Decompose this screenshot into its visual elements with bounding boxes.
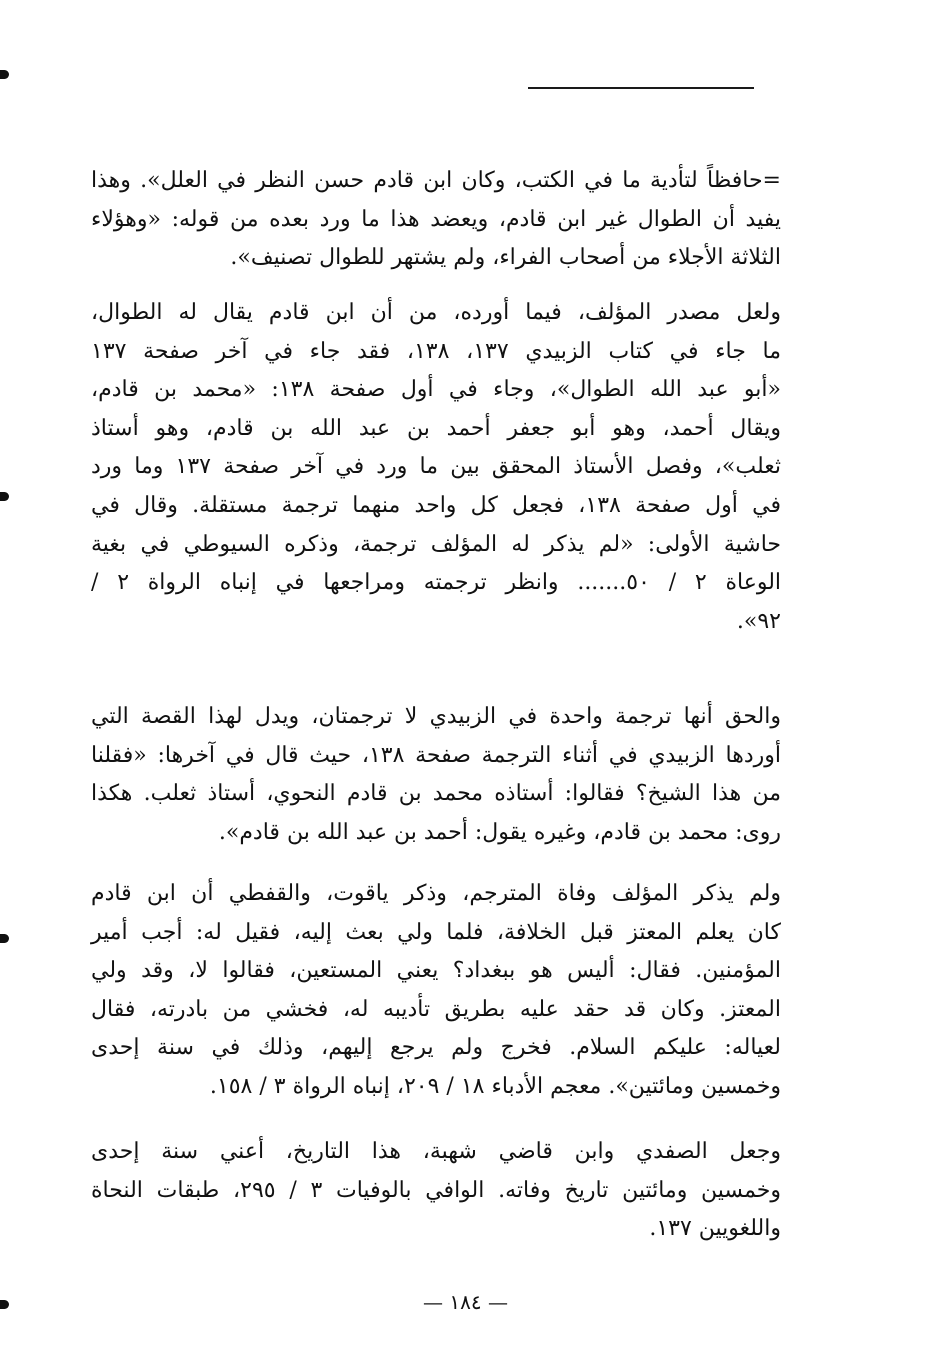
text-line: ٩٢». [736, 608, 781, 634]
paragraph [91, 698, 781, 852]
text-line: لعياله: عليكم السلام. فخرج ولم يرجع إليهم، وذلك في سنة إحدى [91, 1035, 781, 1061]
text-line: من هذا الشيخ؟ فقالوا: أستاذه محمد بن قادم النحوي، أستاذ ثعلب. هكذا [91, 781, 781, 807]
text-line: المعتز. وكان قد حقد عليه بطريق تأديبه له، فخشي من بادرته، فقال [91, 996, 781, 1022]
text-line: ولعل مصدر المؤلف، فيما أورده، من أن ابن قادم يقال له الطوال، [91, 300, 781, 325]
text-line: في أول صفحة ١٣٨، فجعل كل واحد منهما ترجمة مستقلة. وقال في [91, 492, 781, 518]
footnote-separator-rule [528, 87, 754, 89]
margin-mark [0, 70, 9, 79]
text-line: ثعلب»، وفصل الأستاذ المحقق بين ما ورد في آخر صفحة ١٣٧ وما ورد [91, 454, 781, 480]
text-line: والحق أنها ترجمة واحدة في الزبيدي لا ترجمتان، ويدل لهذا القصة التي [91, 704, 781, 729]
footnote-continuation [91, 162, 781, 278]
paragraph [91, 1133, 781, 1249]
text-line: الوعاة ٢ / ٥٠....... وانظر ترجمته ومراجعها في إنباه الرواة ٢ / [91, 570, 782, 596]
text-line: روى: محمد بن قادم، وغيره يقول: أحمد بن عبد الله بن قادم». [218, 819, 781, 845]
text-line: ولم يذكر المؤلف وفاة المترجم، وذكر ياقوت، والقفطي أن ابن قادم [91, 881, 781, 906]
text-line: =حافظاً لتأدية ما في الكتب، وكان ابن قادم حسن النظر في العلل». وهذا [91, 168, 781, 193]
text-line: وخمسين ومائتين». معجم الأدباء ١٨ / ٢٠٩، إنباه الرواة ٣ / ١٥٨. [209, 1073, 781, 1099]
paragraph [91, 294, 781, 641]
text-line: أوردها الزبيدي في أثناء الترجمة صفحة ١٣٨، حيث قال في آخرها: «فقلنا [91, 742, 781, 768]
text-line: ويقال أحمد، وهو أبو جعفر أحمد بن عبد الله بن قادم، وهو أستاذ [91, 415, 781, 441]
text-line: المؤمنين. فقال: أليس هو ببغداد؟ يعني المستعين، فقالوا لا، وقد ولي [91, 958, 781, 984]
paragraph [91, 875, 781, 1107]
text-line: يفيد أن الطوال غير ابن قادم، ويعضد هذا ما ورد بعده من قوله: «وهؤلاء [91, 206, 781, 232]
text-line: وخمسين ومائتين تاريخ وفاته. الوافي بالوفيات ٣ / ٢٩٥، طبقات النحاة [91, 1177, 782, 1203]
text-line: حاشية الأولى: «لم يذكر له المؤلف ترجمة، وذكره السيوطي في بغية [91, 531, 781, 557]
margin-mark [0, 934, 9, 943]
page-number: — ١٨٤ — [423, 1290, 508, 1314]
text-line: الثلاثة الأجلاء من أصحاب الفراء، ولم يشتهر للطوال تصنيف». [230, 245, 781, 271]
text-line: «أبو عبد الله الطوال»، وجاء في أول صفحة ١٣٨: «محمد بن قادم، [91, 377, 781, 403]
margin-mark [0, 492, 9, 501]
text-line: ما جاء في كتاب الزبيدي ١٣٧، ١٣٨، فقد جاء في آخر صفحة ١٣٧ [91, 338, 782, 364]
text-line: وجعل الصفدي وابن قاضي شهبة، هذا التاريخ، أعني سنة إحدى [91, 1139, 781, 1164]
text-line: واللغويين ١٣٧. [649, 1216, 781, 1242]
text-line: كان يعلم المعتز قبل الخلافة، فلما ولي بعث إليه، فقيل له: أجب أمير [91, 919, 781, 945]
